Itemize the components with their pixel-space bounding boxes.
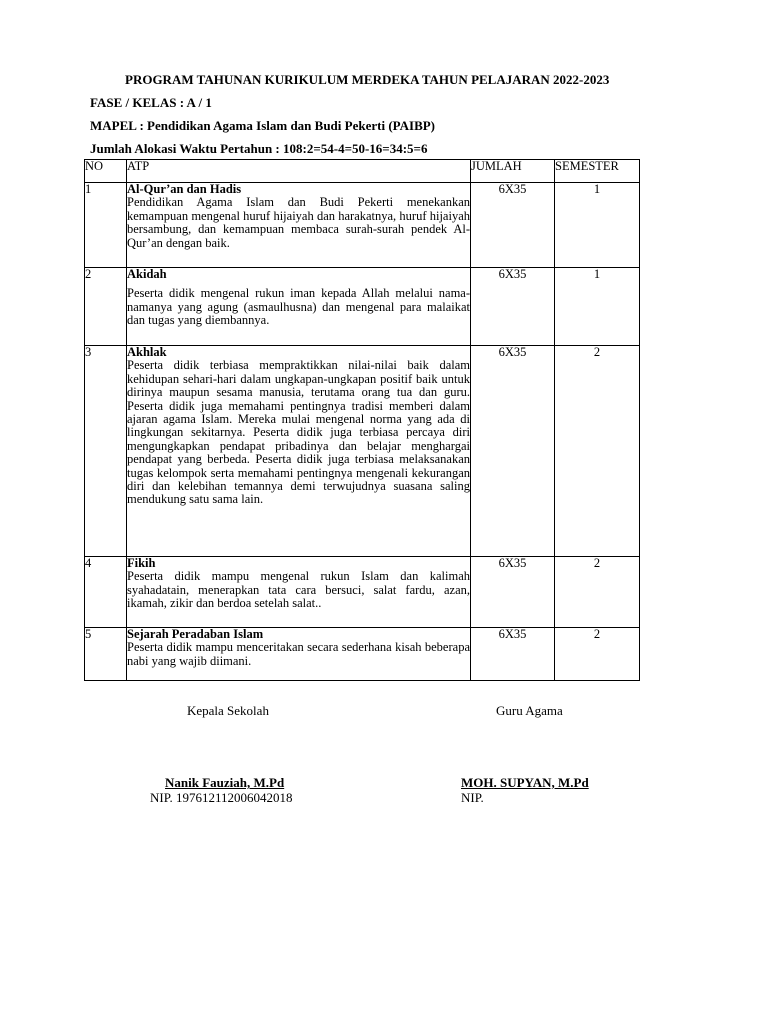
col-header-jumlah: JUMLAH [471, 160, 555, 183]
table-row [85, 268, 640, 346]
table-header-row [85, 160, 640, 183]
row-atp [127, 183, 471, 268]
row-title: Fikih [127, 556, 156, 570]
fase-kelas: FASE / KELAS : A / 1 [90, 95, 212, 110]
table-row [85, 628, 640, 681]
row-desc: Peserta didik mampu mengenal rukun Islam dan kalimah syahadatain, menerapkan tata cara bersuci, salat fardu, azan, ikamah, zikir dan berdoa setelah salat.. [127, 569, 470, 611]
alokasi-waktu: Jumlah Alokasi Waktu Pertahun : 108:2=54-4=50-16=34:5=6 [90, 141, 428, 156]
table-row [85, 346, 640, 557]
row-semester: 2 [555, 346, 640, 557]
row-title: Akidah [127, 267, 167, 281]
col-header-no: NO [85, 160, 127, 183]
row-atp [127, 557, 471, 628]
mapel: MAPEL : Pendidikan Agama Islam dan Budi Pekerti (PAIBP) [90, 118, 436, 133]
col-header-semester: SEMESTER [555, 160, 640, 183]
row-semester: 2 [555, 628, 640, 681]
guru-agama-role: Guru Agama [496, 703, 563, 718]
row-desc: Peserta didik terbiasa mempraktikkan nilai-nilai baik dalam kehidupan sehari-hari dalam ungkapan-ungkapan positif baik untuk dirinya maupun sesama manusia, terutama orang tua dan guru. Peserta didik juga memahami pentingnya tradisi memberi dalam ajaran agama Islam. Mereka mulai mengenal norma yang ada di lingkungan sekitarnya. Peserta didik juga terbiasa percaya diri mengungkapkan pendapat pribadinya dan belajar menghargai pendapat yang berbeda. Peserta didik juga terbiasa melaksanakan tugas kelompok serta memahami pentingnya mengenali kekurangan diri dan kelebihan temannya demi terwujudnya suasana saling mendukung satu sama lain. [127, 358, 470, 507]
row-semester: 1 [555, 268, 640, 346]
row-jumlah: 6X35 [471, 557, 555, 628]
row-no: 2 [85, 268, 127, 346]
row-desc: Pendidikan Agama Islam dan Budi Pekerti menekankan kemampuan mengenal huruf hijaiyah dan harakatnya, huruf hijaiyah bersambung, dan kemampuan membaca surah-surah pendek Al-Qur’an dengan baik. [127, 195, 470, 250]
document-title: PROGRAM TAHUNAN KURIKULUM MERDEKA TAHUN PELAJARAN 2022-2023 [125, 72, 610, 87]
row-jumlah: 6X35 [471, 346, 555, 557]
row-no: 3 [85, 346, 127, 557]
guru-agama-name: MOH. SUPYAN, M.Pd [461, 775, 589, 790]
row-jumlah: 6X35 [471, 628, 555, 681]
row-desc: Peserta didik mengenal rukun iman kepada Allah melalui nama-namanya yang agung (asmaulhusna) dan mengenal para malaikat dan tugas yang diembannya. [127, 286, 470, 328]
row-atp [127, 346, 471, 557]
row-semester: 2 [555, 557, 640, 628]
kepala-sekolah-nip: NIP. 197612112006042018 [150, 790, 293, 805]
table-row [85, 557, 640, 628]
row-no: 1 [85, 183, 127, 268]
row-atp [127, 268, 471, 346]
row-no: 4 [85, 557, 127, 628]
row-semester: 1 [555, 183, 640, 268]
kepala-sekolah-role: Kepala Sekolah [187, 703, 269, 718]
row-jumlah: 6X35 [471, 183, 555, 268]
row-title: Akhlak [127, 345, 167, 359]
row-atp [127, 628, 471, 681]
kepala-sekolah-name: Nanik Fauziah, M.Pd [165, 775, 285, 790]
row-no: 5 [85, 628, 127, 681]
row-title: Al-Qur’an dan Hadis [127, 182, 242, 196]
table-row [85, 183, 640, 268]
row-title: Sejarah Peradaban Islam [127, 627, 264, 641]
atp-table [84, 159, 640, 681]
row-desc: Peserta didik mampu menceritakan secara sederhana kisah beberapa nabi yang wajib diimani. [127, 640, 470, 668]
row-jumlah: 6X35 [471, 268, 555, 346]
col-header-atp: ATP [127, 160, 471, 183]
guru-agama-nip: NIP. [461, 790, 484, 805]
